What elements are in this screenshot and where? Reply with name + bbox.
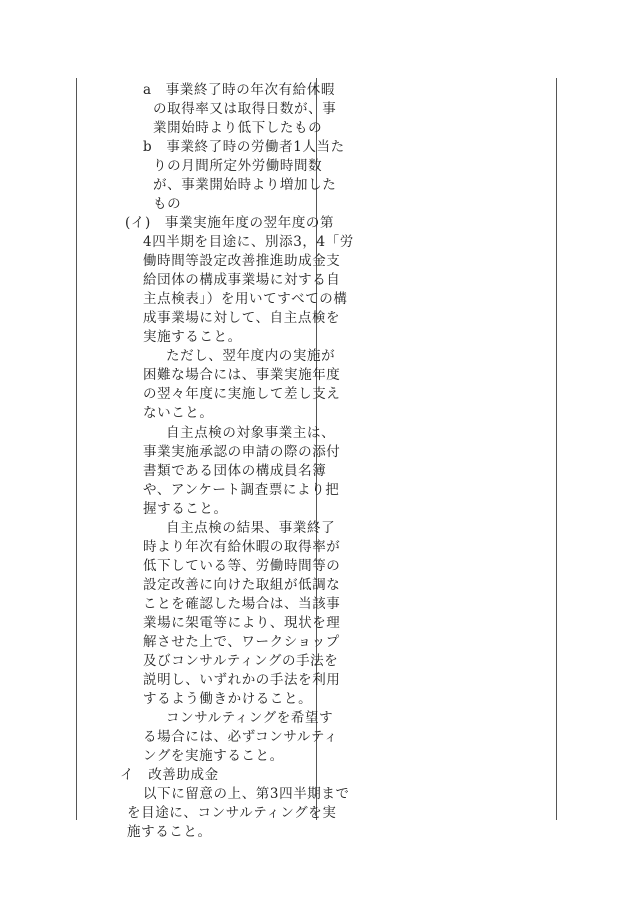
item-i-line-5: 主点検表」）を用いてすべての構 [143, 291, 348, 307]
item-b-line-3: が、事業開始時より増加した [153, 177, 337, 193]
proviso-line-3: の翌々年度に実施して差し支え [143, 386, 341, 402]
target-line-1: 自主点検の対象事業主は、 [166, 425, 336, 441]
result-line-2: 時より年次有給休暇の取得率が [143, 539, 341, 555]
proviso-line-2: 困難な場合には、事業実施年度 [143, 367, 341, 383]
result-line-9: 説明し、いずれかの手法を利用 [143, 672, 341, 688]
section-i-line-2: を目途に、コンサルティングを実 [127, 805, 337, 821]
section-i-line-1: 以下に留意の上、第3四半期まで [143, 786, 350, 802]
item-i-line-6: 成事業場に対して、自主点検を [143, 310, 341, 326]
result-line-4: 設定改善に向けた取組が低調な [143, 577, 341, 593]
item-i-line-2: 4四半期を目途に、別添3，4「労 [143, 234, 354, 250]
consult-line-2: る場合には、必ずコンサルティ [143, 729, 338, 745]
proviso-line-4: ないこと。 [143, 405, 214, 421]
result-line-1: 自主点検の結果、事業終了 [166, 520, 336, 536]
item-a-line-3: 業開始時より低下したもの [153, 120, 323, 136]
item-b-line-2: りの月間所定外労働時間数 [153, 158, 323, 174]
proviso-line-1: ただし、翌年度内の実施が [166, 348, 336, 364]
item-i-line-7: 実施すること。 [143, 329, 242, 345]
target-line-2: 事業実施承認の申請の際の添付 [143, 444, 341, 460]
item-i-line-3: 働時間等設定改善推進助成金支 [143, 253, 341, 269]
left-column-border [76, 78, 77, 820]
result-line-7: 解させた上で、ワークショップ [143, 634, 340, 650]
target-line-3: 書類である団体の構成員名簿 [143, 463, 327, 479]
target-line-4: や、アンケート調査票により把 [143, 482, 340, 498]
result-line-6: 業場に架電等により、現状を理 [143, 615, 341, 631]
result-line-8: 及びコンサルティングの手法を [143, 653, 339, 669]
item-b-line-4: もの [153, 196, 182, 212]
result-line-5: ことを確認した場合は、当該事 [143, 596, 341, 612]
item-a-line-2: の取得率又は取得日数が、事 [153, 101, 337, 117]
result-line-3: 低下している等、労働時間等の [143, 558, 341, 574]
result-line-10: するよう働きかけること。 [143, 691, 313, 707]
target-line-5: 握すること。 [143, 501, 228, 517]
item-i-line-1: (イ) 事業実施年度の翌年度の第 [125, 215, 335, 231]
section-i-heading: イ 改善助成金 [120, 767, 219, 783]
consult-line-1: コンサルティングを希望す [166, 710, 334, 726]
item-i-line-4: 給団体の構成事業場に対する自 [143, 272, 341, 288]
consult-line-3: ングを実施すること。 [143, 748, 284, 764]
item-a-line-1: a 事業終了時の年次有給休暇 [143, 82, 335, 98]
item-b-line-1: b 事業終了時の労働者1人当た [143, 139, 345, 155]
section-i-line-3: 施すること。 [127, 824, 212, 840]
right-column-border [556, 78, 557, 820]
